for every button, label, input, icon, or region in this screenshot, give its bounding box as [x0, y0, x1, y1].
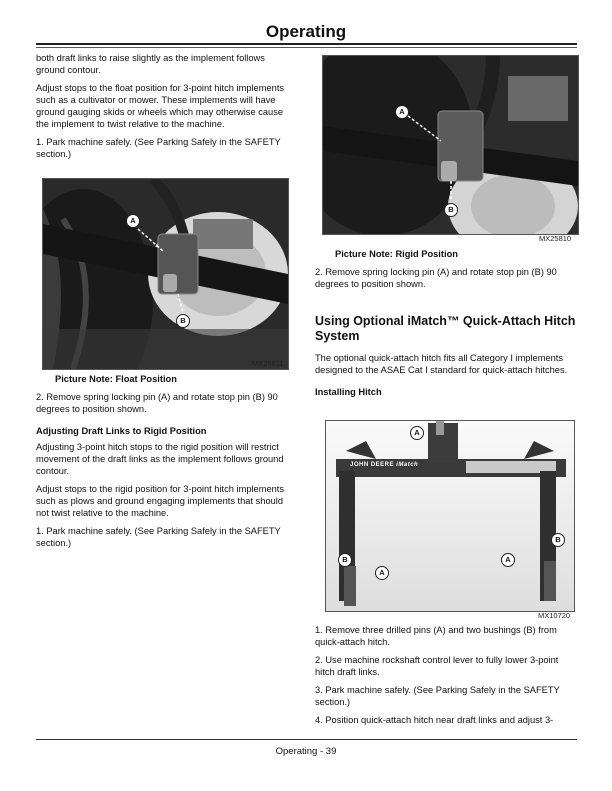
left-column-bottom	[36, 391, 296, 555]
imatch-hitch-photo	[325, 420, 575, 612]
callout-a: A	[501, 553, 515, 567]
paragraph: Adjust stops to the rigid position for 3-point hitch implements such as plows and ground engaging implements that should not twist relative to the machine.	[36, 484, 285, 518]
section-heading: Adjusting Draft Links to Rigid Position	[36, 426, 207, 436]
callout-a: A	[126, 214, 140, 228]
figure-code: MX25811	[252, 359, 284, 368]
paragraph: 4. Position quick-attach hitch near draft links and adjust 3-	[315, 715, 554, 725]
paragraph: Adjusting 3-point hitch stops to the rigid position will restrict movement of the draft links as the implement follows ground contour.	[36, 442, 284, 476]
callout-b: B	[338, 553, 352, 567]
paragraph: 1. Park machine safely. (See Parking Safely in the SAFETY section.)	[36, 137, 281, 159]
paragraph: 2. Use machine rockshaft control lever to fully lower 3-point hitch draft links.	[315, 655, 559, 677]
left-column-top	[36, 52, 294, 166]
header-rule	[36, 43, 577, 45]
header-rule-thin	[36, 47, 577, 48]
callout-a: A	[410, 426, 424, 440]
paragraph: 3. Park machine safely. (See Parking Safely in the SAFETY section.)	[315, 685, 560, 707]
figure-code: MX10720	[538, 611, 571, 620]
callout-b: B	[444, 203, 458, 217]
callout-a: A	[375, 566, 389, 580]
brand-logo: JOHN DEERE iMatch	[350, 462, 419, 468]
subsection-heading: Installing Hitch	[315, 387, 382, 397]
paragraph: both draft links to raise slightly as the implement follows ground contour.	[36, 53, 265, 75]
figure-code: MX25810	[539, 234, 572, 243]
paragraph: 2. Remove spring locking pin (A) and rotate stop pin (B) 90 degrees to position shown.	[36, 392, 278, 414]
paragraph: 2. Remove spring locking pin (A) and rotate stop pin (B) 90 degrees to position shown.	[315, 267, 557, 289]
right-column-steps	[315, 624, 577, 732]
paragraph: 1. Remove three drilled pins (A) and two bushings (B) from quick-attach hitch.	[315, 625, 557, 647]
page-footer: Operating - 39	[275, 746, 337, 757]
rigid-position-photo	[322, 55, 579, 235]
footer-rule	[36, 739, 577, 740]
callout-b: B	[551, 533, 565, 547]
page-title: Operating	[265, 22, 347, 41]
section-heading: Using Optional iMatch™ Quick-Attach Hitch System	[315, 314, 576, 343]
right-column-text	[315, 266, 577, 402]
paragraph: Adjust stops to the float position for 3-point hitch implements such as a cultivator or mower. These implements will have ground gauging skids or wheels which may otherwise cause the implement to twist relative to the machine.	[36, 83, 285, 129]
paragraph: 1. Park machine safely. (See Parking Safely in the SAFETY section.)	[36, 526, 281, 548]
callout-b: B	[176, 314, 190, 328]
figure-caption: Picture Note: Rigid Position	[335, 249, 458, 259]
paragraph: The optional quick-attach hitch fits all Category I implements designed to the ASAE Cat I standard for quick-attach hitches.	[315, 353, 568, 375]
figure-caption: Picture Note: Float Position	[55, 374, 177, 384]
callout-a: A	[395, 105, 409, 119]
float-position-photo	[42, 178, 289, 370]
